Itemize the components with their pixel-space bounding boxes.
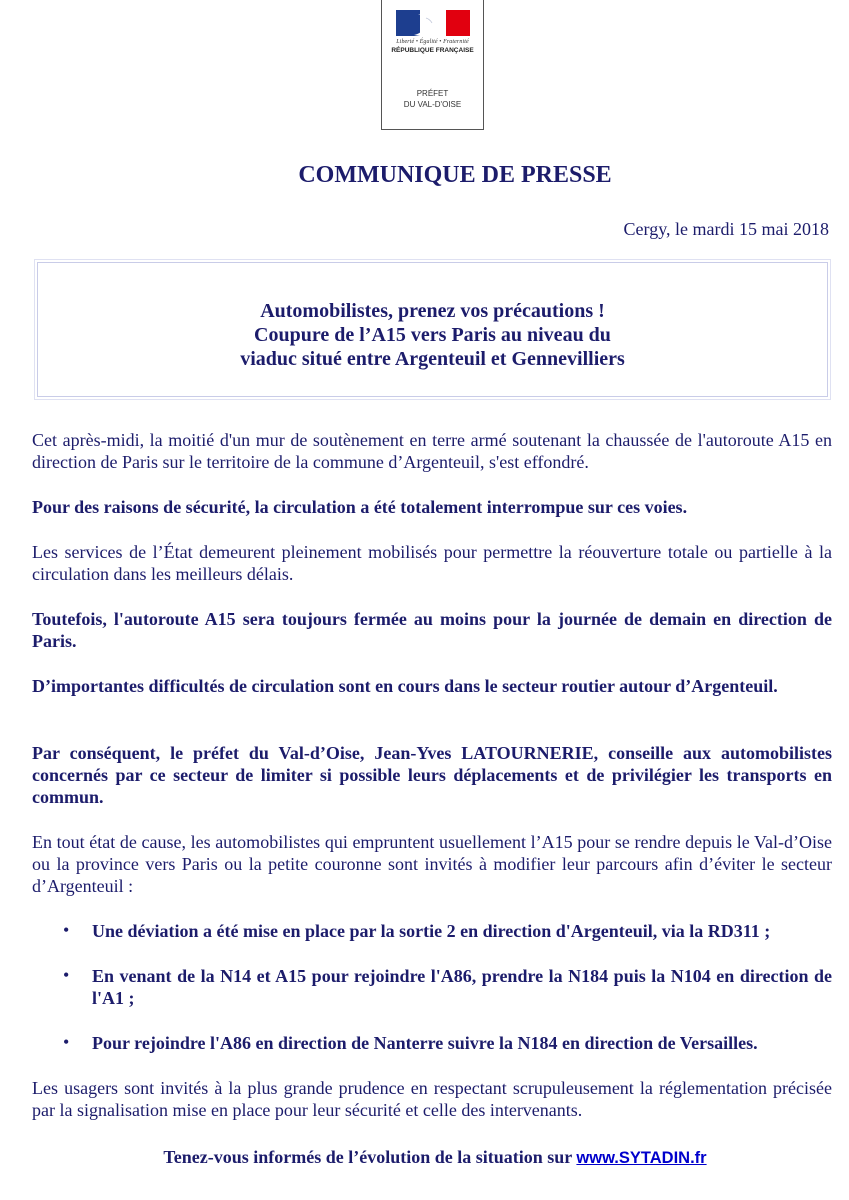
- republique-francaise: RÉPUBLIQUE FRANÇAISE: [391, 47, 474, 54]
- page-title: COMMUNIQUE DE PRESSE: [298, 162, 612, 188]
- headline: [38, 299, 827, 371]
- paragraph-services: Les services de l’État demeurent pleinement mobilisés pour permettre la réouverture totale ou partielle à la circulation dans les meilleurs délais.: [32, 542, 832, 584]
- sytadin-link[interactable]: www.SYTADIN.fr: [576, 1149, 707, 1167]
- paragraph-difficulties: D’importantes difficultés de circulation sont en cours dans le secteur routier autour d’Argenteuil.: [32, 676, 778, 696]
- dateline: Cergy, le mardi 15 mai 2018: [623, 219, 829, 239]
- list-item-text: En venant de la N14 et A15 pour rejoindre l'A86, prendre la N184 puis la N104 en direction de l'A1 ;: [92, 966, 832, 1008]
- paragraph-safety: Pour des raisons de sécurité, la circulation a été totalement interrompue sur ces voies.: [32, 497, 688, 517]
- headline-line-3: viaduc situé entre Argenteuil et Gennevilliers: [240, 348, 625, 370]
- prefecture-logo: [381, 0, 484, 130]
- headline-box: [37, 262, 828, 397]
- bullet-icon: •: [63, 920, 70, 940]
- headline-line-2: Coupure de l’A15 vers Paris au niveau du: [254, 324, 611, 346]
- paragraph-closure: Toutefois, l'autoroute A15 sera toujours fermée au moins pour la journée de demain en direction de Paris.: [32, 609, 832, 651]
- bullet-icon: •: [63, 965, 70, 985]
- motto: Liberté • Égalité • Fraternité: [396, 39, 469, 45]
- headline-line-1: Automobilistes, prenez vos précautions !: [260, 300, 605, 322]
- list-item-text: Pour rejoindre l'A86 en direction de Nanterre suivre la N184 en direction de Versailles.: [92, 1033, 758, 1053]
- paragraph-collapse: Cet après-midi, la moitié d'un mur de soutènement en terre armé soutenant la chaussée de l'autoroute A15 en direction de Paris sur le territoire de la commune d’Argenteuil, s'est effondré.: [32, 430, 832, 472]
- list-item-text: Une déviation a été mise en place par la sortie 2 en direction d'Argenteuil, via la RD311 ;: [92, 921, 771, 941]
- footer-text: Tenez-vous informés de l’évolution de la situation sur: [163, 1147, 577, 1167]
- prefet-line-2: DU VAL-D'OISE: [403, 100, 462, 109]
- prefet-line-1: PRÉFET: [416, 89, 449, 98]
- paragraph-detour-intro: En tout état de cause, les automobilistes qui empruntent usuellement l’A15 pour se rendre depuis le Val-d’Oise ou la province vers Paris ou la petite couronne sont invités à modifier leur parcours afin d’éviter le secteur d’Argenteuil :: [32, 832, 832, 896]
- bullet-icon: •: [63, 1032, 70, 1052]
- paragraph-caution: Les usagers sont invités à la plus grande prudence en respectant scrupuleusement la réglementation précisée par la signalisation mise en place pour leur sécurité et celle des intervenants.: [32, 1078, 832, 1120]
- footer: [0, 1147, 849, 1168]
- prefet-label: [382, 88, 483, 110]
- marianne-flag-icon: [396, 10, 470, 36]
- paragraph-advice: Par conséquent, le préfet du Val-d’Oise, Jean-Yves LATOURNERIE, conseille aux automobilistes concernés par ce secteur de limiter si possible leurs déplacements et de privilégier les transports en commun.: [32, 743, 832, 807]
